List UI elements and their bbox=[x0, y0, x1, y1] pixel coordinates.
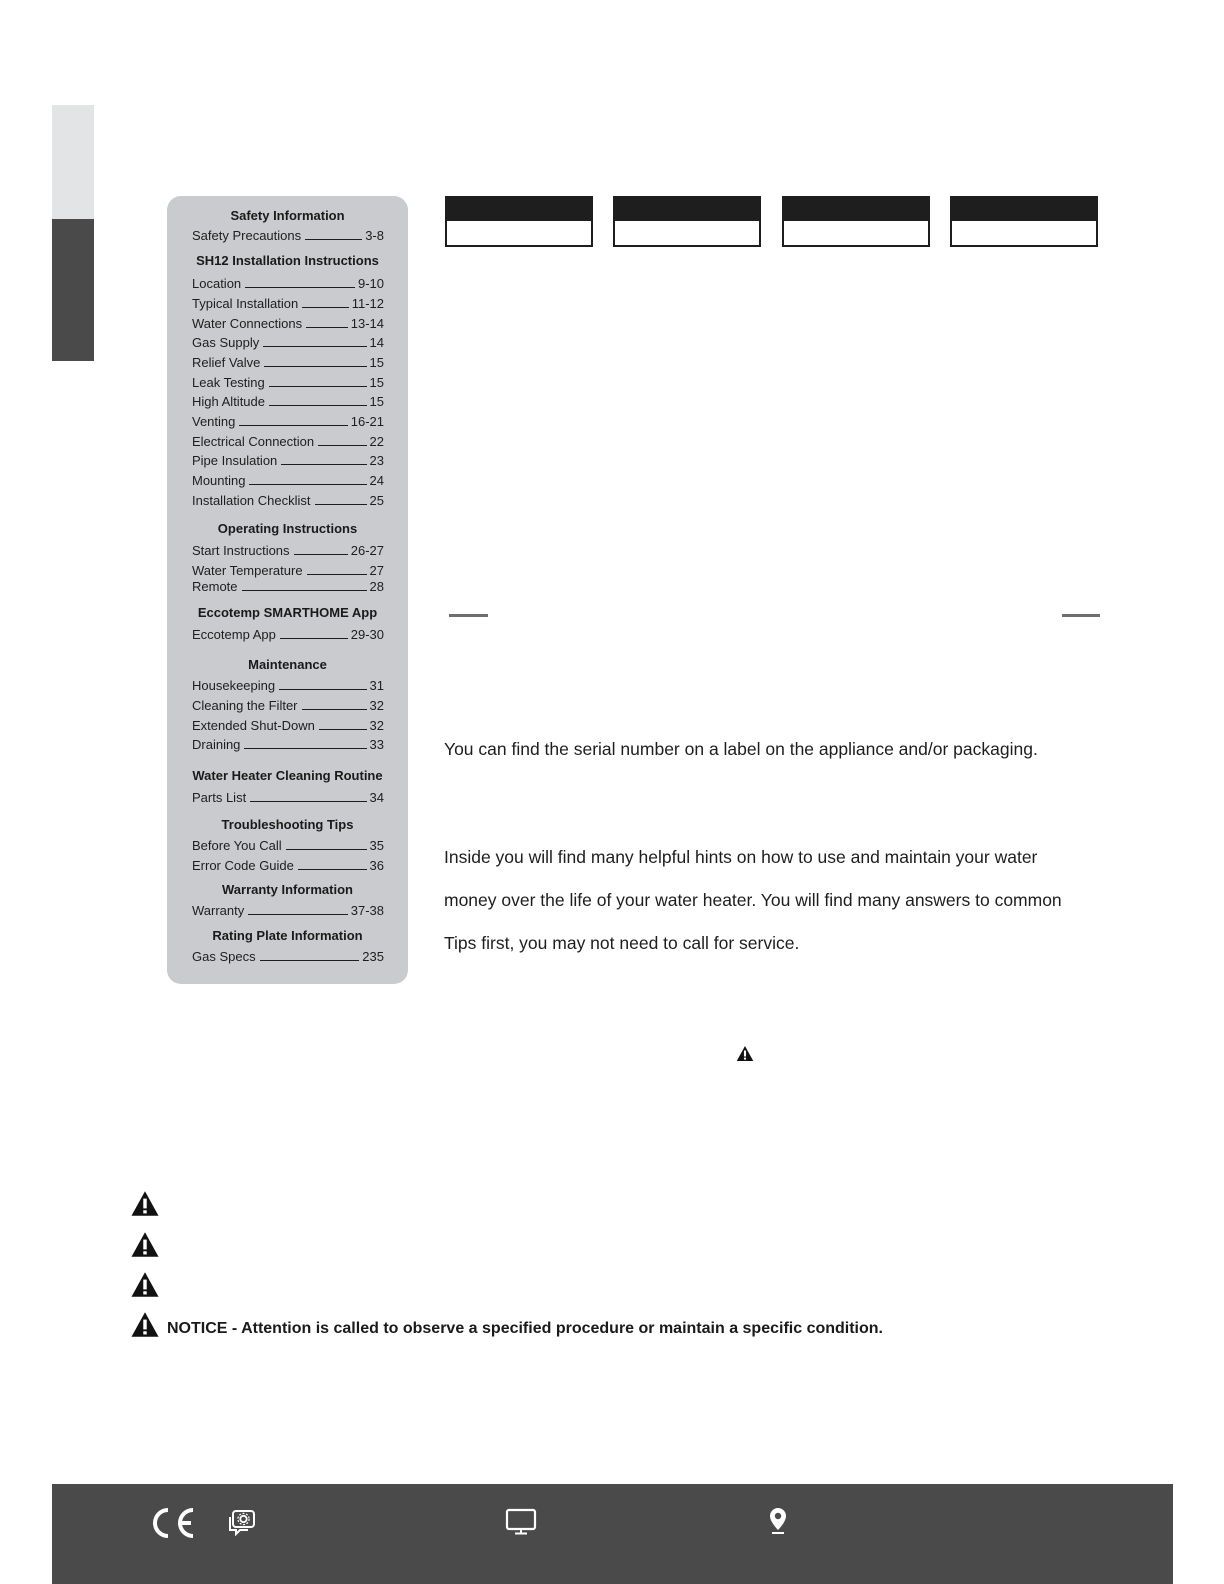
toc-item-label: Cleaning the Filter bbox=[192, 698, 298, 713]
toc-item-label: Remote bbox=[192, 579, 238, 594]
toc-item[interactable] bbox=[192, 353, 384, 370]
toc-leader bbox=[239, 425, 347, 426]
toc-heading: Safety Information bbox=[230, 208, 345, 223]
toc-item-pages: 11-12 bbox=[351, 296, 384, 311]
toc-item-pages: 33 bbox=[369, 737, 384, 752]
toc-leader bbox=[269, 405, 367, 406]
toc-leader bbox=[281, 464, 366, 465]
toc-leader bbox=[280, 638, 348, 639]
table-of-contents bbox=[167, 196, 408, 984]
toc-item[interactable] bbox=[192, 451, 384, 468]
toc-leader bbox=[279, 689, 366, 690]
record-box-header bbox=[952, 198, 1096, 221]
toc-item-label: Safety Precautions bbox=[192, 228, 302, 243]
toc-item[interactable] bbox=[192, 735, 384, 752]
toc-item[interactable] bbox=[192, 491, 384, 508]
toc-item-pages: 26-27 bbox=[350, 543, 384, 558]
toc-item-pages: 31 bbox=[369, 678, 384, 693]
toc-item-pages: 32 bbox=[369, 718, 384, 733]
toc-heading: SH12 Installation Instructions bbox=[196, 253, 379, 268]
serial-number-text: You can find the serial number on a label on the appliance and/or packaging. bbox=[444, 739, 1038, 759]
toc-item-pages: 3-8 bbox=[365, 228, 384, 243]
toc-item-label: Error Code Guide bbox=[192, 858, 294, 873]
toc-leader bbox=[248, 914, 348, 915]
toc-item-pages: 32 bbox=[369, 698, 384, 713]
toc-item-label: Eccotemp App bbox=[192, 627, 276, 642]
record-box-header bbox=[615, 198, 759, 221]
toc-item-label: Mounting bbox=[192, 473, 246, 488]
toc-item-pages: 22 bbox=[369, 434, 384, 449]
toc-leader bbox=[315, 504, 367, 505]
toc-item-label: Relief Valve bbox=[192, 355, 261, 370]
toc-item[interactable] bbox=[192, 625, 384, 642]
toc-item-label: Warranty bbox=[192, 903, 245, 918]
toc-leader bbox=[305, 239, 362, 240]
warning-triangle-icon bbox=[130, 1311, 160, 1338]
toc-leader bbox=[269, 386, 367, 387]
toc-item[interactable] bbox=[192, 788, 384, 805]
side-tab-dark bbox=[52, 219, 94, 361]
toc-item-label: Pipe Insulation bbox=[192, 453, 278, 468]
divider-right bbox=[1062, 614, 1100, 617]
toc-heading: Operating Instructions bbox=[217, 521, 358, 536]
toc-heading: Maintenance bbox=[248, 657, 327, 672]
toc-item-pages: 13-14 bbox=[350, 316, 384, 331]
toc-item[interactable] bbox=[192, 412, 384, 429]
toc-item-label: Water Temperature bbox=[192, 563, 303, 578]
toc-item[interactable] bbox=[192, 836, 384, 853]
divider-left bbox=[449, 614, 488, 617]
record-box[interactable] bbox=[613, 196, 761, 247]
toc-item-label: Venting bbox=[192, 414, 236, 429]
toc-item-label: Installation Checklist bbox=[192, 493, 311, 508]
toc-leader bbox=[264, 366, 366, 367]
toc-item[interactable] bbox=[192, 676, 384, 693]
toc-leader bbox=[319, 729, 367, 730]
toc-item[interactable] bbox=[192, 432, 384, 449]
toc-item[interactable] bbox=[192, 716, 384, 733]
toc-leader bbox=[302, 307, 348, 308]
toc-item-label: Start Instructions bbox=[192, 543, 290, 558]
toc-item[interactable] bbox=[192, 541, 384, 558]
toc-item-pages: 24 bbox=[369, 473, 384, 488]
toc-item[interactable] bbox=[192, 314, 384, 331]
toc-item-pages: 37-38 bbox=[350, 903, 384, 918]
toc-heading: Troubleshooting Tips bbox=[221, 817, 354, 832]
toc-item-pages: 15 bbox=[369, 375, 384, 390]
toc-item-label: Gas Supply bbox=[192, 335, 260, 350]
toc-item-label: High Altitude bbox=[192, 394, 265, 409]
toc-heading: Rating Plate Information bbox=[212, 928, 363, 943]
toc-item[interactable] bbox=[192, 333, 384, 350]
warning-triangle-icon bbox=[130, 1190, 160, 1217]
warning-triangle-icon bbox=[130, 1231, 160, 1258]
toc-leader bbox=[249, 484, 366, 485]
toc-leader bbox=[302, 709, 367, 710]
toc-item-pages: 9-10 bbox=[357, 276, 384, 291]
paragraph-line: money over the life of your water heater. You will find many answers to common bbox=[444, 890, 1062, 910]
toc-item-pages: 34 bbox=[369, 790, 384, 805]
toc-item-label: Housekeeping bbox=[192, 678, 276, 693]
footer-bar bbox=[52, 1484, 1173, 1584]
toc-item-pages: 35 bbox=[369, 838, 384, 853]
toc-item-label: Typical Installation bbox=[192, 296, 299, 311]
toc-item-pages: 28 bbox=[369, 579, 384, 594]
location-pin-icon bbox=[768, 1506, 788, 1536]
side-tab-light bbox=[52, 105, 94, 219]
toc-item[interactable] bbox=[192, 856, 384, 873]
ce-mark-icon bbox=[148, 1506, 196, 1540]
toc-item-pages: 27 bbox=[369, 563, 384, 578]
warning-triangle-icon bbox=[736, 1045, 754, 1062]
toc-leader bbox=[286, 849, 367, 850]
record-box-header bbox=[447, 198, 591, 221]
notice-text: NOTICE - Attention is called to observe a specified procedure or maintain a specific condition. bbox=[167, 1320, 883, 1337]
record-box[interactable] bbox=[445, 196, 593, 247]
toc-leader bbox=[318, 445, 366, 446]
record-box-header bbox=[784, 198, 928, 221]
toc-item-label: Leak Testing bbox=[192, 375, 265, 390]
toc-item[interactable] bbox=[192, 561, 384, 578]
toc-item-pages: 15 bbox=[369, 355, 384, 370]
toc-leader bbox=[306, 327, 348, 328]
gear-chat-icon bbox=[228, 1508, 256, 1536]
toc-item[interactable] bbox=[192, 373, 384, 390]
toc-leader bbox=[294, 554, 348, 555]
toc-item[interactable] bbox=[192, 274, 384, 291]
toc-item-label: Electrical Connection bbox=[192, 434, 315, 449]
toc-item-pages: 235 bbox=[362, 949, 384, 964]
toc-item-label: Draining bbox=[192, 737, 241, 752]
toc-heading-part: HOME App bbox=[309, 605, 378, 620]
record-box[interactable] bbox=[950, 196, 1098, 247]
toc-item-pages: 16-21 bbox=[350, 414, 384, 429]
toc-heading: Water Heater Cleaning Routine bbox=[192, 768, 383, 783]
toc-item[interactable] bbox=[192, 901, 384, 918]
toc-item-label: Gas Specs bbox=[192, 949, 256, 964]
toc-leader bbox=[250, 801, 366, 802]
toc-item[interactable] bbox=[192, 577, 384, 594]
record-box[interactable] bbox=[782, 196, 930, 247]
toc-leader bbox=[298, 869, 367, 870]
paragraph-line: Tips first, you may not need to call for service. bbox=[444, 933, 800, 953]
toc-item[interactable] bbox=[192, 696, 384, 713]
toc-item[interactable] bbox=[192, 471, 384, 488]
toc-item-pages: 23 bbox=[369, 453, 384, 468]
toc-item-pages: 15 bbox=[369, 394, 384, 409]
toc-leader bbox=[260, 960, 360, 961]
toc-leader bbox=[263, 346, 366, 347]
toc-heading-part: Eccotemp bbox=[197, 605, 264, 620]
toc-item[interactable] bbox=[192, 392, 384, 409]
toc-item-pages: 29-30 bbox=[350, 627, 384, 642]
toc-heading-app bbox=[167, 605, 408, 620]
toc-item[interactable] bbox=[192, 947, 384, 964]
toc-item-label: Before You Call bbox=[192, 838, 282, 853]
monitor-icon bbox=[505, 1508, 537, 1536]
toc-leader bbox=[244, 748, 366, 749]
toc-leader bbox=[242, 590, 367, 591]
toc-item-pages: 14 bbox=[369, 335, 384, 350]
toc-heading-part: SMART bbox=[263, 605, 310, 620]
toc-item-label: Location bbox=[192, 276, 242, 291]
toc-heading: Warranty Information bbox=[222, 882, 353, 897]
toc-item-pages: 25 bbox=[369, 493, 384, 508]
paragraph-line: Inside you will find many helpful hints on how to use and maintain your water bbox=[444, 847, 1038, 867]
toc-item-label: Water Connections bbox=[192, 316, 303, 331]
toc-item-label: Parts List bbox=[192, 790, 247, 805]
toc-item-pages: 36 bbox=[369, 858, 384, 873]
toc-item-label: Extended Shut-Down bbox=[192, 718, 315, 733]
toc-leader bbox=[245, 287, 355, 288]
toc-leader bbox=[307, 574, 367, 575]
toc-item[interactable] bbox=[192, 226, 384, 243]
toc-item[interactable] bbox=[192, 294, 384, 311]
warning-triangle-icon bbox=[130, 1271, 160, 1298]
